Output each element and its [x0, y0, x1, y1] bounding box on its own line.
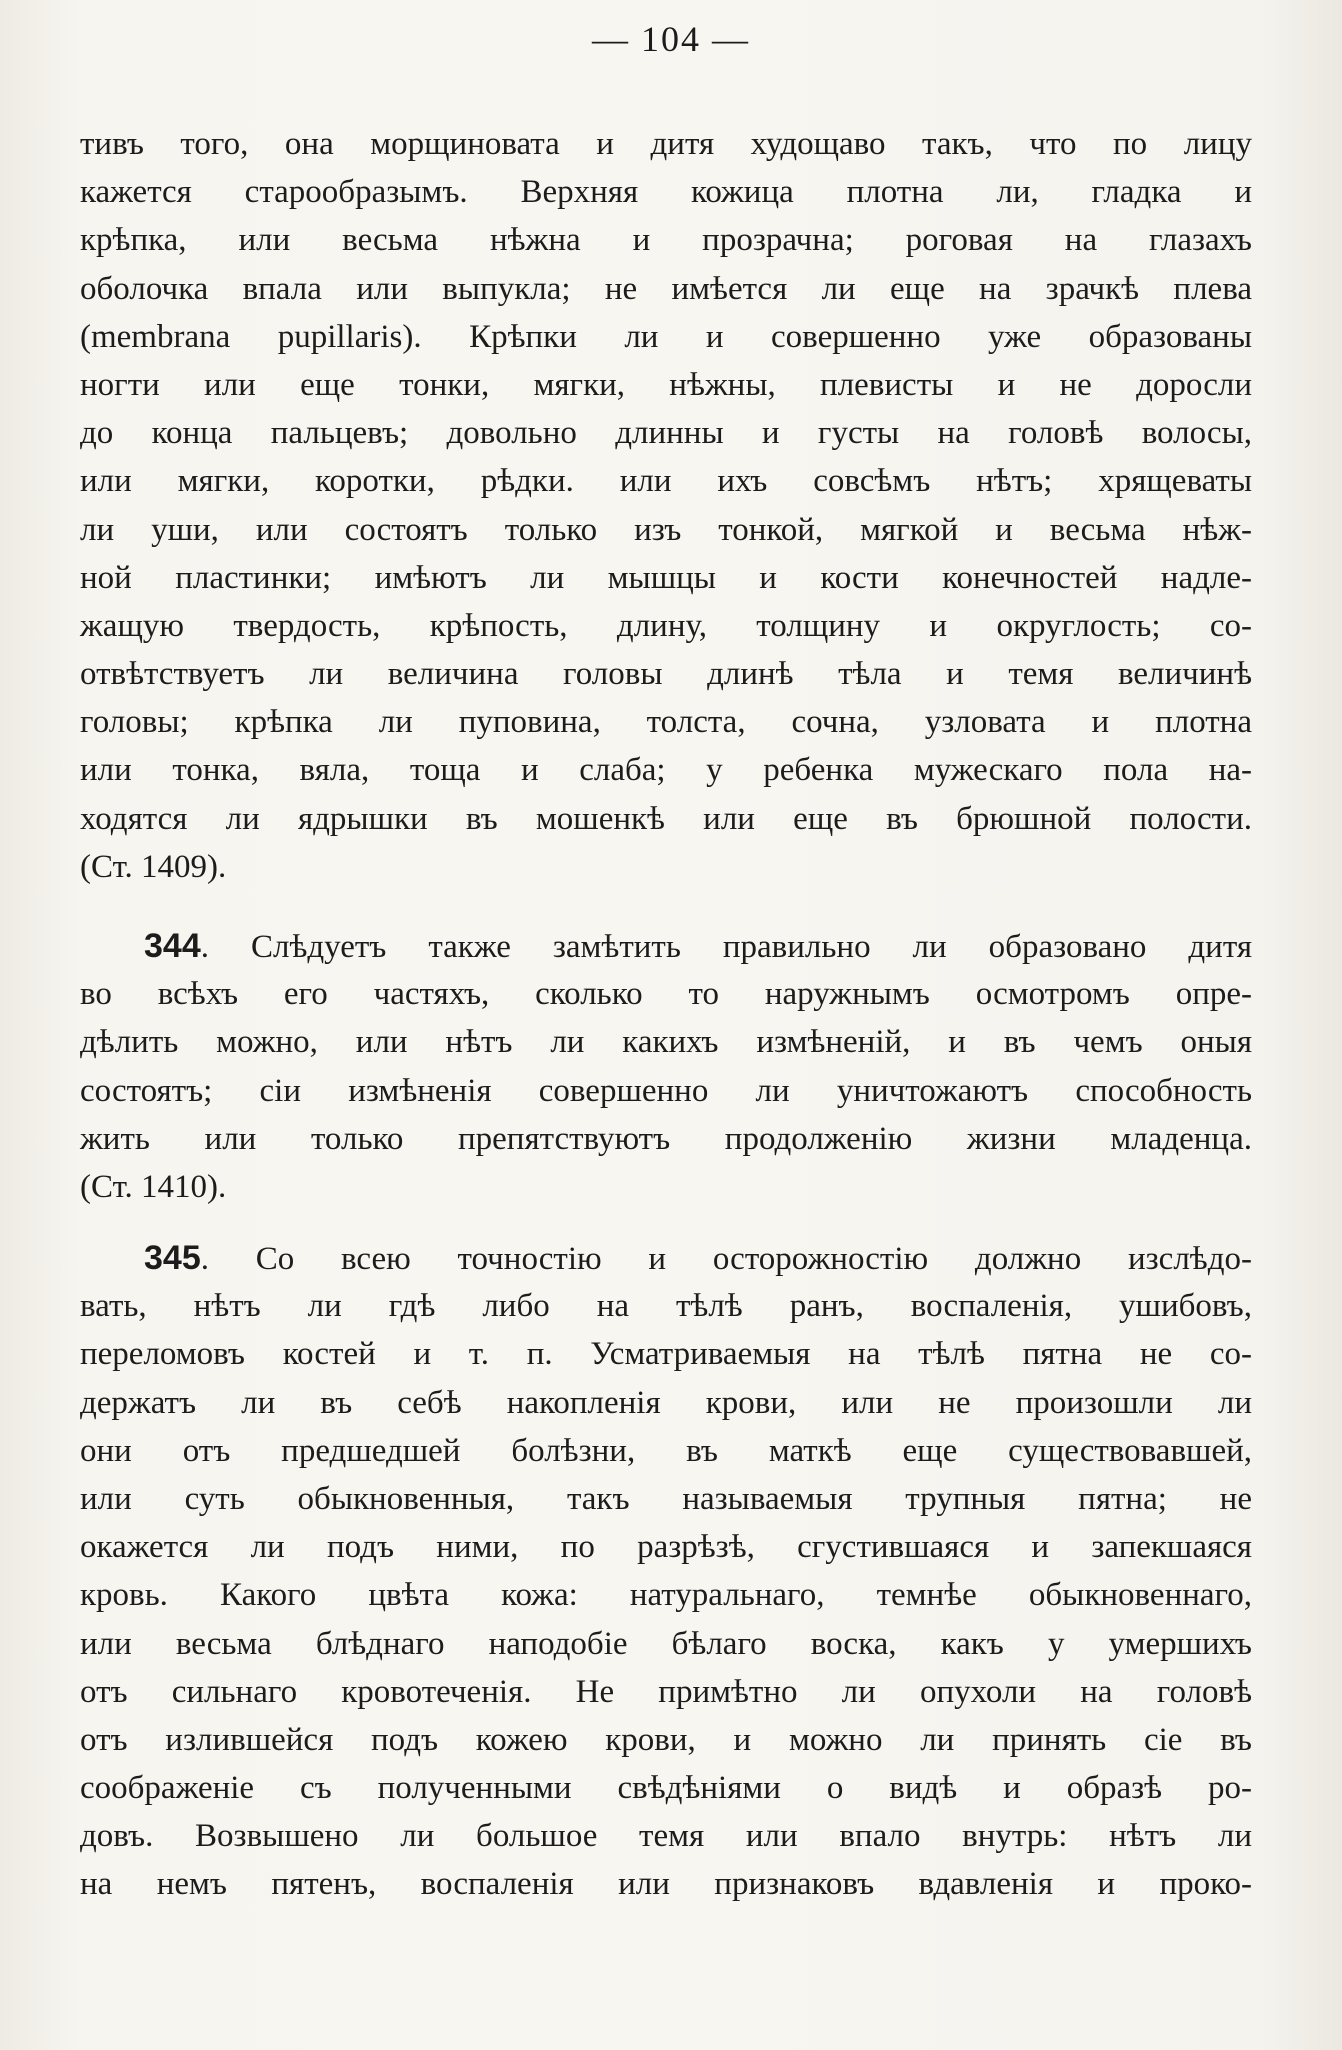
text-line: или суть обыкновенныя, такъ называемыя трупныя пятна; не — [80, 1480, 1252, 1517]
text-line: ли уши, или состоятъ только изъ тонкой, мягкой и весьма нѣж- — [80, 511, 1252, 548]
text-line: держатъ ли въ себѣ накопленія крови, или не произошли ли — [80, 1384, 1252, 1421]
text-line: соображеніе съ полученными свѣдѣніями о видѣ и образѣ ро- — [80, 1770, 1252, 1807]
text-line: тивъ того, она морщиновата и дитя худощаво такъ, что по лицу — [80, 126, 1252, 162]
text-line: (membrana pupillaris). Крѣпки ли и совершенно уже образованы — [80, 318, 1252, 355]
text-line: во всѣхъ его частяхъ, сколько то наружнымъ осмотромъ опре- — [80, 976, 1252, 1013]
paragraph-continuation — [80, 120, 1252, 891]
text-line: . Слѣдуетъ также замѣтить правильно ли образовано дитя — [200, 929, 1252, 965]
text-line: ходятся ли ядрышки въ мошенкѣ или еще въ брюшной полости. — [80, 800, 1252, 837]
paragraph-344 — [80, 922, 1252, 1211]
text-line: состоятъ; сіи измѣненія совершенно ли уничтожаютъ способность — [80, 1072, 1252, 1109]
text-line: (Ст. 1410). — [80, 1168, 227, 1205]
text-line: ногти или еще тонки, мягки, нѣжны, плевисты и не доросли — [80, 366, 1252, 403]
text-line: отъ излившейся подъ кожею крови, и можно ли принять сіе въ — [80, 1721, 1252, 1758]
text-line: или весьма блѣднаго наподобіе бѣлаго воска, какъ у умершихъ — [80, 1625, 1252, 1662]
text-line: кажется старообразымъ. Верхняя кожица плотна ли, гладка и — [80, 174, 1252, 211]
text-line: ной пластинки; имѣютъ ли мышцы и кости конечностей надле- — [80, 559, 1252, 596]
text-line: (Ст. 1409). — [80, 848, 227, 885]
text-line: оболочка впала или выпукла; не имѣется ли еще на зрачкѣ плева — [80, 270, 1252, 307]
text-line: довъ. Возвышено ли большое темя или впало внутрь: нѣтъ ли — [80, 1818, 1252, 1855]
text-line: переломовъ костей и т. п. Усматриваемыя на тѣлѣ пятна не со- — [80, 1336, 1252, 1373]
text-line-first — [80, 922, 1252, 970]
text-line: крѣпка, или весьма нѣжна и прозрачна; роговая на глазахъ — [80, 222, 1252, 259]
text-line: дѣлить можно, или нѣтъ ли какихъ измѣненій, и въ чемъ оныя — [80, 1024, 1252, 1061]
text-line: . Со всею точностію и осторожностію должно изслѣдо- — [200, 1241, 1252, 1277]
text-line: отвѣтствуетъ ли величина головы длинѣ тѣла и темя величинѣ — [80, 656, 1252, 693]
text-line: отъ сильнаго кровотеченія. Не примѣтно ли опухоли на головѣ — [80, 1673, 1252, 1710]
text-line: жащую твердость, крѣпость, длину, толщину и округлость; со- — [80, 607, 1252, 644]
paragraph-number: 344 — [144, 927, 201, 965]
text-line-first — [80, 1234, 1252, 1282]
text-line: или тонка, вяла, тоща и слаба; у ребенка мужескаго пола на- — [80, 752, 1252, 789]
text-line: до конца пальцевъ; довольно длинны и густы на головѣ волосы, — [80, 415, 1252, 452]
page-number: — 104 — — [592, 19, 750, 59]
text-line: или мягки, коротки, рѣдки. или ихъ совсѣмъ нѣтъ; хрящеваты — [80, 463, 1252, 500]
text-line: окажется ли подъ ними, по разрѣзѣ, сгустившаяся и запекшаяся — [80, 1529, 1252, 1566]
text-line: вать, нѣтъ ли гдѣ либо на тѣлѣ ранъ, воспаленія, ушибовъ, — [80, 1288, 1252, 1325]
paragraph-number: 345 — [144, 1239, 201, 1277]
text-line: кровь. Какого цвѣта кожа: натуральнаго, темнѣе обыкновеннаго, — [80, 1577, 1252, 1614]
paragraph-345 — [80, 1234, 1252, 1909]
text-line: головы; крѣпка ли пуповина, толста, сочна, узловата и плотна — [80, 704, 1252, 741]
text-line: жить или только препятствуютъ продолженію жизни младенца. — [80, 1120, 1252, 1157]
text-line: они отъ предшедшей болѣзни, въ маткѣ еще существовавшей, — [80, 1432, 1252, 1469]
text-line: на немъ пятенъ, воспаленія или признаковъ вдавленія и проко- — [80, 1866, 1252, 1903]
